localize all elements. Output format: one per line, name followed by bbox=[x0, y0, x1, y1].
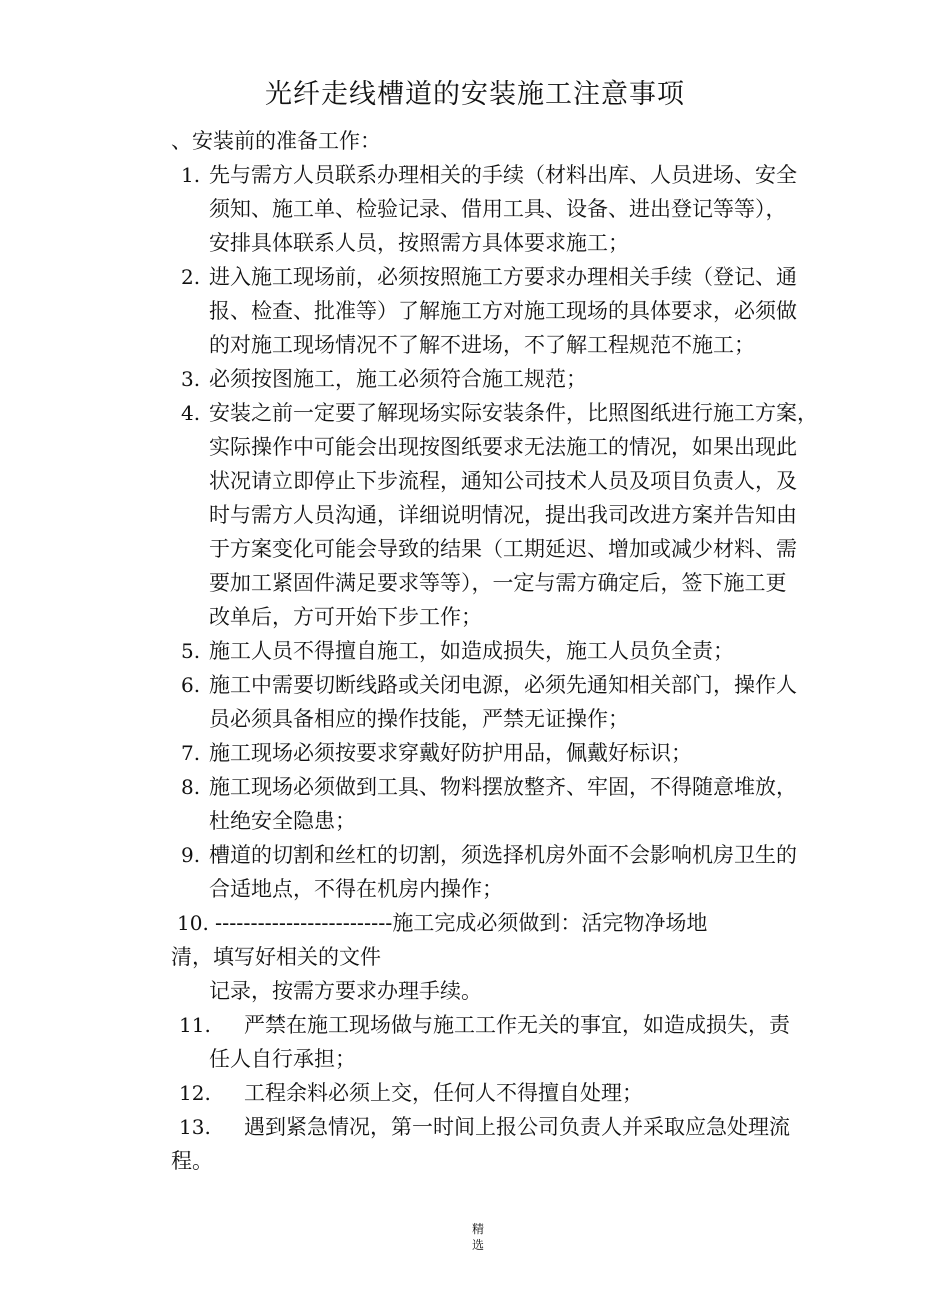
item-number: 2. bbox=[181, 265, 201, 289]
item-number: 9. bbox=[181, 843, 201, 867]
item-number: 4. bbox=[181, 401, 201, 425]
item-text-line: 施工中需要切断线路或关闭电源，必须先通知相关部门，操作人 bbox=[209, 673, 797, 697]
item-text-line: 合适地点，不得在机房内操作； bbox=[209, 877, 503, 901]
item-number: 5. bbox=[181, 639, 201, 663]
footer-mark: 精 bbox=[472, 1222, 485, 1236]
item-text-line: 的对施工现场情况不了解不进场，不了解工程规范不施工； bbox=[209, 333, 755, 357]
item-text-line: 施工现场必须做到工具、物料摆放整齐、牢固，不得随意堆放， bbox=[209, 775, 797, 799]
item-number: 11. bbox=[179, 1013, 211, 1037]
item-number: 6. bbox=[181, 673, 201, 697]
item-text-line: 改单后，方可开始下步工作； bbox=[209, 605, 482, 629]
item-text-line: 槽道的切割和丝杠的切割，须选择机房外面不会影响机房卫生的 bbox=[209, 843, 797, 867]
item-number: 8. bbox=[181, 775, 201, 799]
item-text-line: 员必须具备相应的操作技能，严禁无证操作； bbox=[209, 707, 629, 731]
item-text-line: 程。 bbox=[171, 1149, 213, 1173]
item-text-line: 实际操作中可能会出现按图纸要求无法施工的情况，如果出现此 bbox=[209, 435, 797, 459]
footer-mark: 选 bbox=[472, 1238, 485, 1252]
item-text-line: 严禁在施工现场做与施工工作无关的事宜，如造成损失，责 bbox=[244, 1013, 790, 1037]
item-text-line: 遇到紧急情况，第一时间上报公司负责人并采取应急处理流 bbox=[244, 1115, 790, 1139]
item-number: 7. bbox=[181, 741, 201, 765]
item-text-line: 工程余料必须上交，任何人不得擅自处理； bbox=[244, 1081, 643, 1105]
item-text-line: 施工人员不得擅自施工，如造成损失，施工人员负全责； bbox=[209, 639, 734, 663]
item-text-line: 必须按图施工，施工必须符合施工规范； bbox=[209, 367, 587, 391]
item-number: 10. bbox=[177, 911, 209, 935]
item-number: 3. bbox=[181, 367, 201, 391]
item-text-line: 安装之前一定要了解现场实际安装条件，比照图纸进行施工方案， bbox=[209, 401, 818, 425]
item-text-line: 杜绝安全隐患； bbox=[209, 809, 356, 833]
item-text-line: 任人自行承担； bbox=[209, 1047, 356, 1071]
item-number: 1. bbox=[181, 163, 201, 187]
item-text-line: 要加工紧固件满足要求等等），一定与需方确定后，签下施工更 bbox=[209, 571, 787, 595]
item-text-line: 施工现场必须按要求穿戴好防护用品，佩戴好标识； bbox=[209, 741, 692, 765]
document-title: 光纤走线槽道的安装施工注意事项 bbox=[265, 79, 685, 110]
item-text-line: 安排具体联系人员，按照需方具体要求施工； bbox=[209, 231, 629, 255]
item-text-line: 清，填写好相关的文件 bbox=[171, 945, 381, 969]
item-number: 13. bbox=[179, 1115, 211, 1139]
item-text-line: 时与需方人员沟通，详细说明情况，提出我司改进方案并告知由 bbox=[209, 503, 797, 527]
item-text-line: 报、检查、批准等）了解施工方对施工现场的具体要求，必须做 bbox=[209, 299, 797, 323]
section-heading: 、安装前的准备工作： bbox=[171, 129, 381, 153]
item-text-line: 须知、施工单、检验记录、借用工具、设备、进出登记等等）， bbox=[209, 197, 787, 221]
item-text-line: 进入施工现场前，必须按照施工方要求办理相关手续（登记、通 bbox=[209, 265, 797, 289]
item-text-line: -------------------------施工完成必须做到：活完物净场地 bbox=[215, 911, 708, 935]
item-number: 12. bbox=[179, 1081, 211, 1105]
item-text-line: 记录，按需方要求办理手续。 bbox=[209, 979, 482, 1003]
item-text-line: 状况请立即停止下步流程，通知公司技术人员及项目负责人，及 bbox=[209, 469, 797, 493]
item-text-line: 于方案变化可能会导致的结果（工期延迟、增加或减少材料、需 bbox=[209, 537, 797, 561]
item-text-line: 先与需方人员联系办理相关的手续（材料出库、人员进场、安全 bbox=[209, 163, 797, 187]
